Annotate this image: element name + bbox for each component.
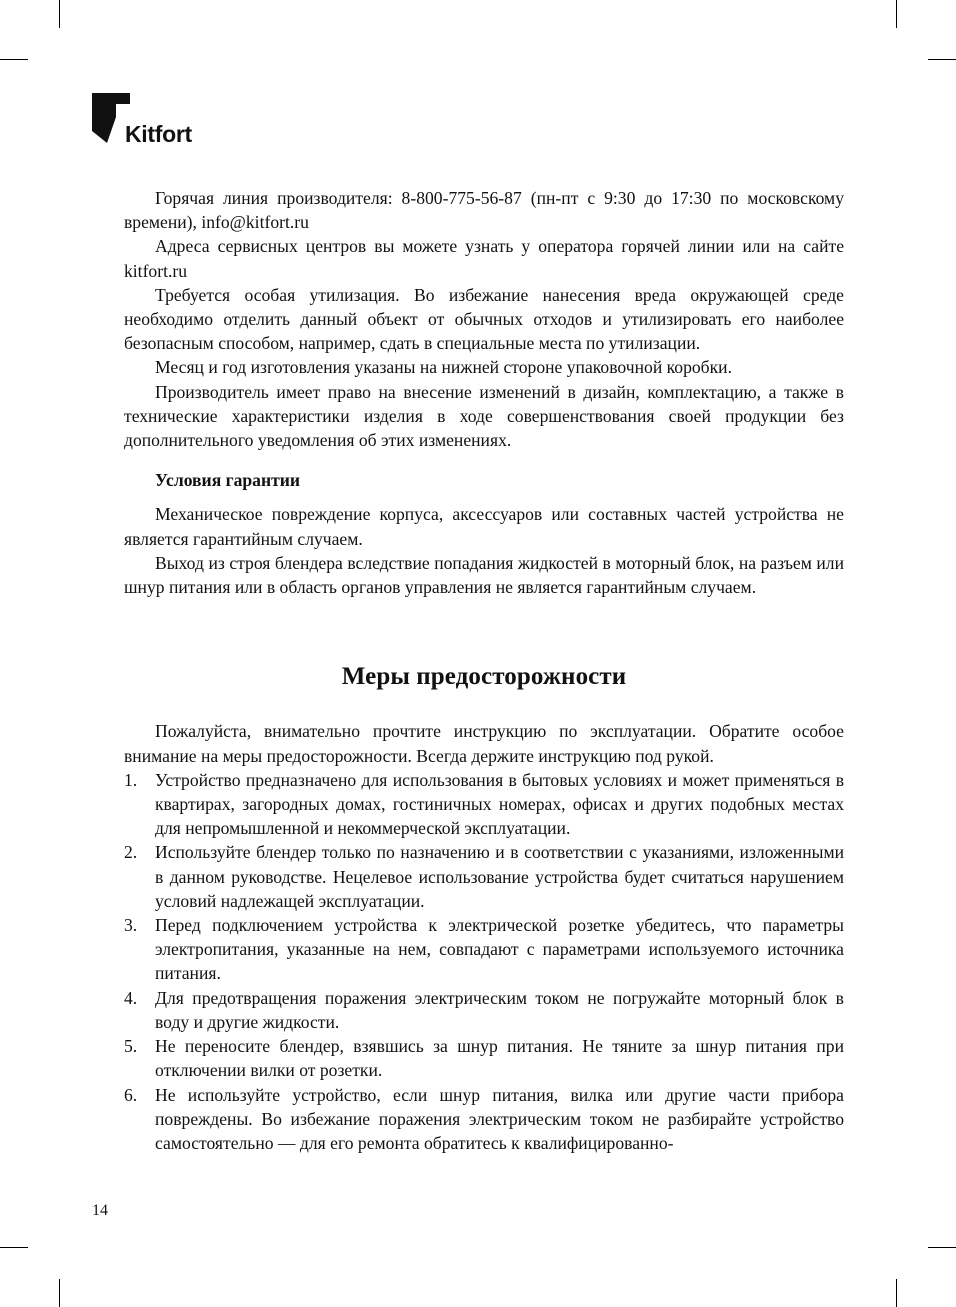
list-item-number: 6. bbox=[124, 1084, 138, 1105]
precautions-intro: Пожалуйста, внимательно прочтите инструкцию по эксплуатации. Обратите особое внимание на меры предосторожности. Всегда держите инструкцию под рукой. bbox=[124, 721, 844, 766]
list-item-number: 1. bbox=[124, 769, 138, 790]
brand-name: Kitfort bbox=[125, 121, 192, 147]
list-item-text: Не используйте устройство, если шнур питания, вилка или другие части прибора повреждены. Во избежание поражения электрическим током не разбирайте устройство самостоятельно — для его ремонта обратитесь к квалифицированно- bbox=[155, 1084, 844, 1153]
crop-mark-top-left-h bbox=[0, 59, 28, 60]
paragraph: Механическое повреждение корпуса, аксессуаров или составных частей устройства не является гарантийным случаем. bbox=[124, 504, 844, 549]
crop-mark-top-right bbox=[896, 0, 897, 28]
crop-mark-top-right-h bbox=[928, 59, 956, 60]
crop-mark-bottom-left-h bbox=[0, 1247, 28, 1248]
crop-mark-bottom-left bbox=[59, 1279, 60, 1307]
list-item-text: Перед подключением устройства к электрической розетке убедитесь, что параметры электропитания, указанные на нем, совпадают с параметрами используемого источника питания. bbox=[155, 915, 844, 984]
list-item-number: 3. bbox=[124, 915, 138, 936]
list-item bbox=[124, 913, 844, 986]
crop-mark-top-left bbox=[59, 0, 60, 28]
list-item-number: 5. bbox=[124, 1036, 138, 1057]
list-item-text: Не переносите блендер, взявшись за шнур питания. Не тяните за шнур питания при отключении вилки от розетки. bbox=[155, 1036, 844, 1081]
crop-mark-bottom-right bbox=[896, 1279, 897, 1307]
list-item-number: 2. bbox=[124, 842, 138, 863]
warranty-info-section bbox=[124, 186, 844, 452]
list-item-number: 4. bbox=[124, 987, 138, 1008]
list-item-text: Для предотвращения поражения электрическим током не погружайте моторный блок в воду и другие жидкости. bbox=[155, 987, 844, 1032]
list-item bbox=[124, 840, 844, 913]
list-item bbox=[124, 1083, 844, 1156]
page-number: 14 bbox=[92, 1202, 108, 1219]
precautions-section bbox=[124, 665, 844, 1155]
page-content bbox=[124, 186, 844, 1155]
precautions-list bbox=[124, 768, 844, 1155]
paragraph: Выход из строя блендера вследствие попадания жидкостей в моторный блок, на разъем или шнур питания или в область органов управления не является гарантийным случаем. bbox=[124, 552, 844, 598]
paragraph: Месяц и год изготовления указаны на нижней стороне упаковочной коробки. bbox=[155, 357, 732, 378]
list-item-text: Устройство предназначено для использования в бытовых условиях и может применяться в квартирах, загородных домах, гостиничных номерах, офисах и других подобных местах для непромышленной и некоммерческой эксплуатации. bbox=[155, 769, 844, 839]
paragraph: Требуется особая утилизация. Во избежание нанесения вреда окружающей среде необходимо отделить данный объект от обычных отходов и утилизировать его наиболее безопасным способом, например, сдать в специальные места по утилизации. bbox=[124, 284, 844, 354]
warranty-conditions-heading: Условия гарантии bbox=[155, 470, 301, 491]
paragraph: Горячая линия производителя: 8-800-775-56-87 (пн-пт с 9:30 до 17:30 по московскому времени), info@kitfort.ru bbox=[124, 188, 844, 233]
paragraph: Адреса сервисных центров вы можете узнать у оператора горячей линии или на сайте kitfort.ru bbox=[124, 236, 844, 281]
warranty-conditions-section bbox=[124, 468, 844, 599]
list-item bbox=[124, 768, 844, 841]
list-item bbox=[124, 986, 844, 1034]
crop-mark-bottom-right-h bbox=[928, 1247, 956, 1248]
list-item bbox=[124, 1034, 844, 1082]
paragraph: Производитель имеет право на внесение изменений в дизайн, комплектацию, а также в технические характеристики изделия в ходе совершенствования своей продукции без дополнительного уведомления об этих изменениях. bbox=[124, 381, 844, 451]
kitfort-logo bbox=[92, 93, 232, 153]
list-item-text: Используйте блендер только по назначению и в соответствии с указаниями, изложенными в данном руководстве. Нецелевое использование устройства будет считаться нарушением условий надлежащей эксплуатации. bbox=[155, 842, 844, 911]
precautions-title: Меры предосторожности bbox=[341, 663, 627, 691]
